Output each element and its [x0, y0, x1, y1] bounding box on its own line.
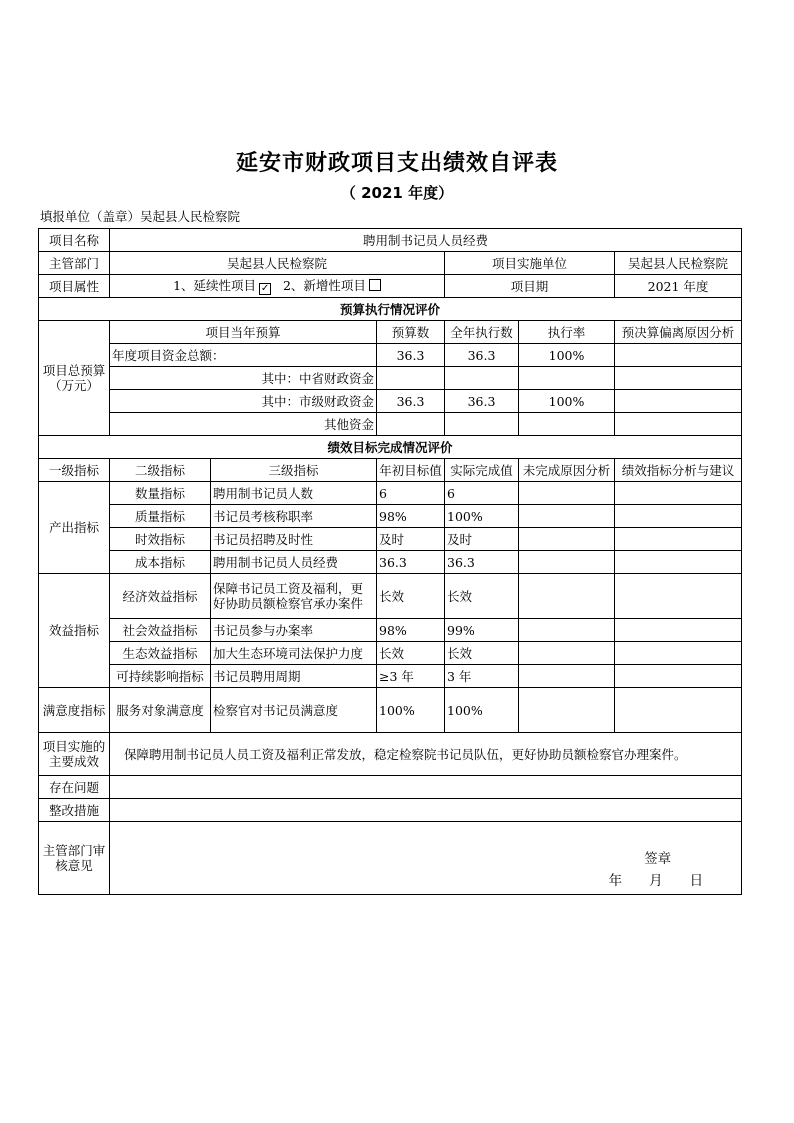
indicator-target: 长效	[377, 642, 445, 665]
budget-header-row	[39, 321, 742, 344]
indicator-target: 36.3	[377, 551, 445, 574]
issues-value	[110, 776, 742, 799]
indicator-reason	[519, 665, 615, 688]
indicator-l3: 聘用制书记员人数	[211, 482, 377, 505]
budget-side-label: 项目总预算（万元）	[39, 321, 110, 436]
indicator-l3: 书记员考核称职率	[211, 505, 377, 528]
budget-header-amount: 预算数	[377, 321, 445, 344]
indicator-actual: 长效	[445, 642, 519, 665]
row-issues	[39, 776, 742, 799]
checkbox-empty-icon	[369, 279, 381, 291]
indicator-l3: 书记员聘用周期	[211, 665, 377, 688]
indicator-target: 长效	[377, 574, 445, 619]
row-attribute	[39, 275, 742, 298]
budget-row-total	[39, 344, 742, 367]
report-year: （ 2021 年度）	[340, 184, 454, 202]
indicator-actual: 99%	[445, 619, 519, 642]
indicator-l2: 数量指标	[110, 482, 211, 505]
budget-actual	[445, 367, 519, 390]
indicator-reason	[519, 619, 615, 642]
indicator-actual: 6	[445, 482, 519, 505]
table-row	[39, 528, 742, 551]
table-row	[39, 665, 742, 688]
indicator-actual: 及时	[445, 528, 519, 551]
perf-header-row	[39, 459, 742, 482]
budget-actual	[445, 413, 519, 436]
budget-rate: 100%	[519, 390, 615, 413]
indicator-reason	[519, 642, 615, 665]
budget-header-reason: 预决算偏离原因分析	[615, 321, 742, 344]
indicator-actual: 3 年	[445, 665, 519, 688]
indicator-reason	[519, 528, 615, 551]
indicator-advice	[615, 642, 742, 665]
table-row	[39, 642, 742, 665]
table-row	[39, 482, 742, 505]
budget-reason	[615, 413, 742, 436]
row-project-name	[39, 229, 742, 252]
budget-rate: 100%	[519, 344, 615, 367]
indicator-advice	[615, 688, 742, 733]
fixes-value	[110, 799, 742, 822]
attr-label: 项目属性	[39, 275, 110, 298]
signature-stamp-label: 签章	[644, 851, 672, 867]
signature-date: 年 月 日	[608, 873, 704, 889]
budget-row-other	[39, 413, 742, 436]
checkbox-checked-icon: ✓	[260, 282, 270, 294]
indicator-reason	[519, 505, 615, 528]
budget-row-central	[39, 367, 742, 390]
indicator-advice	[615, 528, 742, 551]
attr-option-new: 2、新增性项目	[282, 277, 366, 293]
budget-rate	[519, 413, 615, 436]
results-label: 项目实施的主要成效	[39, 733, 110, 776]
period-label: 项目期	[445, 275, 615, 298]
indicator-reason	[519, 574, 615, 619]
review-label: 主管部门审核意见	[39, 822, 110, 895]
row-perf-section	[39, 436, 742, 459]
budget-header-item: 项目当年预算	[110, 321, 377, 344]
issues-label: 存在问题	[39, 776, 110, 799]
evaluation-table	[38, 228, 742, 895]
row-fixes	[39, 799, 742, 822]
table-row	[39, 551, 742, 574]
budget-row-city	[39, 390, 742, 413]
indicator-l3: 加大生态环境司法保护力度	[211, 642, 377, 665]
indicator-target: 6	[377, 482, 445, 505]
indicator-actual: 100%	[445, 505, 519, 528]
row-review	[39, 822, 742, 895]
indicator-target: 98%	[377, 505, 445, 528]
indicator-advice	[615, 482, 742, 505]
budget-amount: 36.3	[377, 390, 445, 413]
indicator-l2: 可持续影响指标	[110, 665, 211, 688]
row-department	[39, 252, 742, 275]
budget-reason	[615, 344, 742, 367]
indicator-reason	[519, 482, 615, 505]
results-value: 保障聘用制书记员人员工资及福利正常发放，稳定检察院书记员队伍，更好协助员额检察官办理案件。	[110, 733, 742, 776]
budget-rate	[519, 367, 615, 390]
project-name-value: 聘用制书记员人员经费	[110, 229, 742, 252]
indicator-l3: 书记员招聘及时性	[211, 528, 377, 551]
reporting-unit: 填报单位（盖章）吴起县人民检察院	[40, 209, 241, 224]
indicator-actual: 36.3	[445, 551, 519, 574]
perf-section-title: 绩效目标完成情况评价	[39, 436, 742, 459]
indicator-l3: 聘用制书记员人员经费	[211, 551, 377, 574]
perf-header-advice: 绩效指标分析与建议	[615, 459, 742, 482]
indicator-l2: 经济效益指标	[110, 574, 211, 619]
indicator-l2: 生态效益指标	[110, 642, 211, 665]
budget-amount: 36.3	[377, 344, 445, 367]
budget-actual: 36.3	[445, 344, 519, 367]
row-budget-section	[39, 298, 742, 321]
indicator-actual: 100%	[445, 688, 519, 733]
budget-reason	[615, 367, 742, 390]
budget-amount	[377, 367, 445, 390]
budget-actual: 36.3	[445, 390, 519, 413]
indicator-l3: 检察官对书记员满意度	[211, 688, 377, 733]
table-row	[39, 688, 742, 733]
satisfaction-indicator-label: 满意度指标	[39, 688, 110, 733]
indicator-l2: 质量指标	[110, 505, 211, 528]
indicator-l2: 社会效益指标	[110, 619, 211, 642]
indicator-l3: 书记员参与办案率	[211, 619, 377, 642]
indicator-advice	[615, 551, 742, 574]
perf-header-target: 年初目标值	[377, 459, 445, 482]
benefit-indicator-label: 效益指标	[39, 574, 110, 688]
indicator-l2: 成本指标	[110, 551, 211, 574]
budget-row-label: 其中：市级财政资金	[110, 390, 377, 413]
fixes-label: 整改措施	[39, 799, 110, 822]
impl-value: 吴起县人民检察院	[615, 252, 742, 275]
perf-header-l1: 一级指标	[39, 459, 110, 482]
impl-label: 项目实施单位	[445, 252, 615, 275]
dept-label: 主管部门	[39, 252, 110, 275]
indicator-l3: 保障书记员工资及福利，更好协助员额检察官承办案件	[211, 574, 377, 619]
budget-row-label: 其中：中省财政资金	[110, 367, 377, 390]
attr-value	[110, 275, 445, 298]
page-title: 延安市财政项目支出绩效自评表	[235, 151, 558, 176]
row-main-results	[39, 733, 742, 776]
indicator-advice	[615, 505, 742, 528]
indicator-target: ≥3 年	[377, 665, 445, 688]
indicator-target: 100%	[377, 688, 445, 733]
perf-header-l3: 三级指标	[211, 459, 377, 482]
table-row	[39, 505, 742, 528]
indicator-reason	[519, 551, 615, 574]
table-row	[39, 574, 742, 619]
indicator-advice	[615, 619, 742, 642]
perf-header-actual: 实际完成值	[445, 459, 519, 482]
table-row	[39, 619, 742, 642]
indicator-l2: 服务对象满意度	[110, 688, 211, 733]
review-value	[110, 822, 742, 895]
perf-header-l2: 二级指标	[110, 459, 211, 482]
indicator-target: 及时	[377, 528, 445, 551]
indicator-l2: 时效指标	[110, 528, 211, 551]
indicator-target: 98%	[377, 619, 445, 642]
budget-header-actual: 全年执行数	[445, 321, 519, 344]
indicator-reason	[519, 688, 615, 733]
perf-header-reason: 未完成原因分析	[519, 459, 615, 482]
period-value: 2021 年度	[615, 275, 742, 298]
indicator-advice	[615, 665, 742, 688]
indicator-actual: 长效	[445, 574, 519, 619]
budget-reason	[615, 390, 742, 413]
budget-header-rate: 执行率	[519, 321, 615, 344]
attr-option-continuing: 1、延续性项目	[173, 277, 257, 293]
dept-value: 吴起县人民检察院	[110, 252, 445, 275]
budget-row-label: 其他资金	[110, 413, 377, 436]
budget-section-title: 预算执行情况评价	[39, 298, 742, 321]
indicator-advice	[615, 574, 742, 619]
budget-row-label: 年度项目资金总额：	[110, 344, 377, 367]
output-indicator-label: 产出指标	[39, 482, 110, 574]
project-name-label: 项目名称	[39, 229, 110, 252]
budget-amount	[377, 413, 445, 436]
